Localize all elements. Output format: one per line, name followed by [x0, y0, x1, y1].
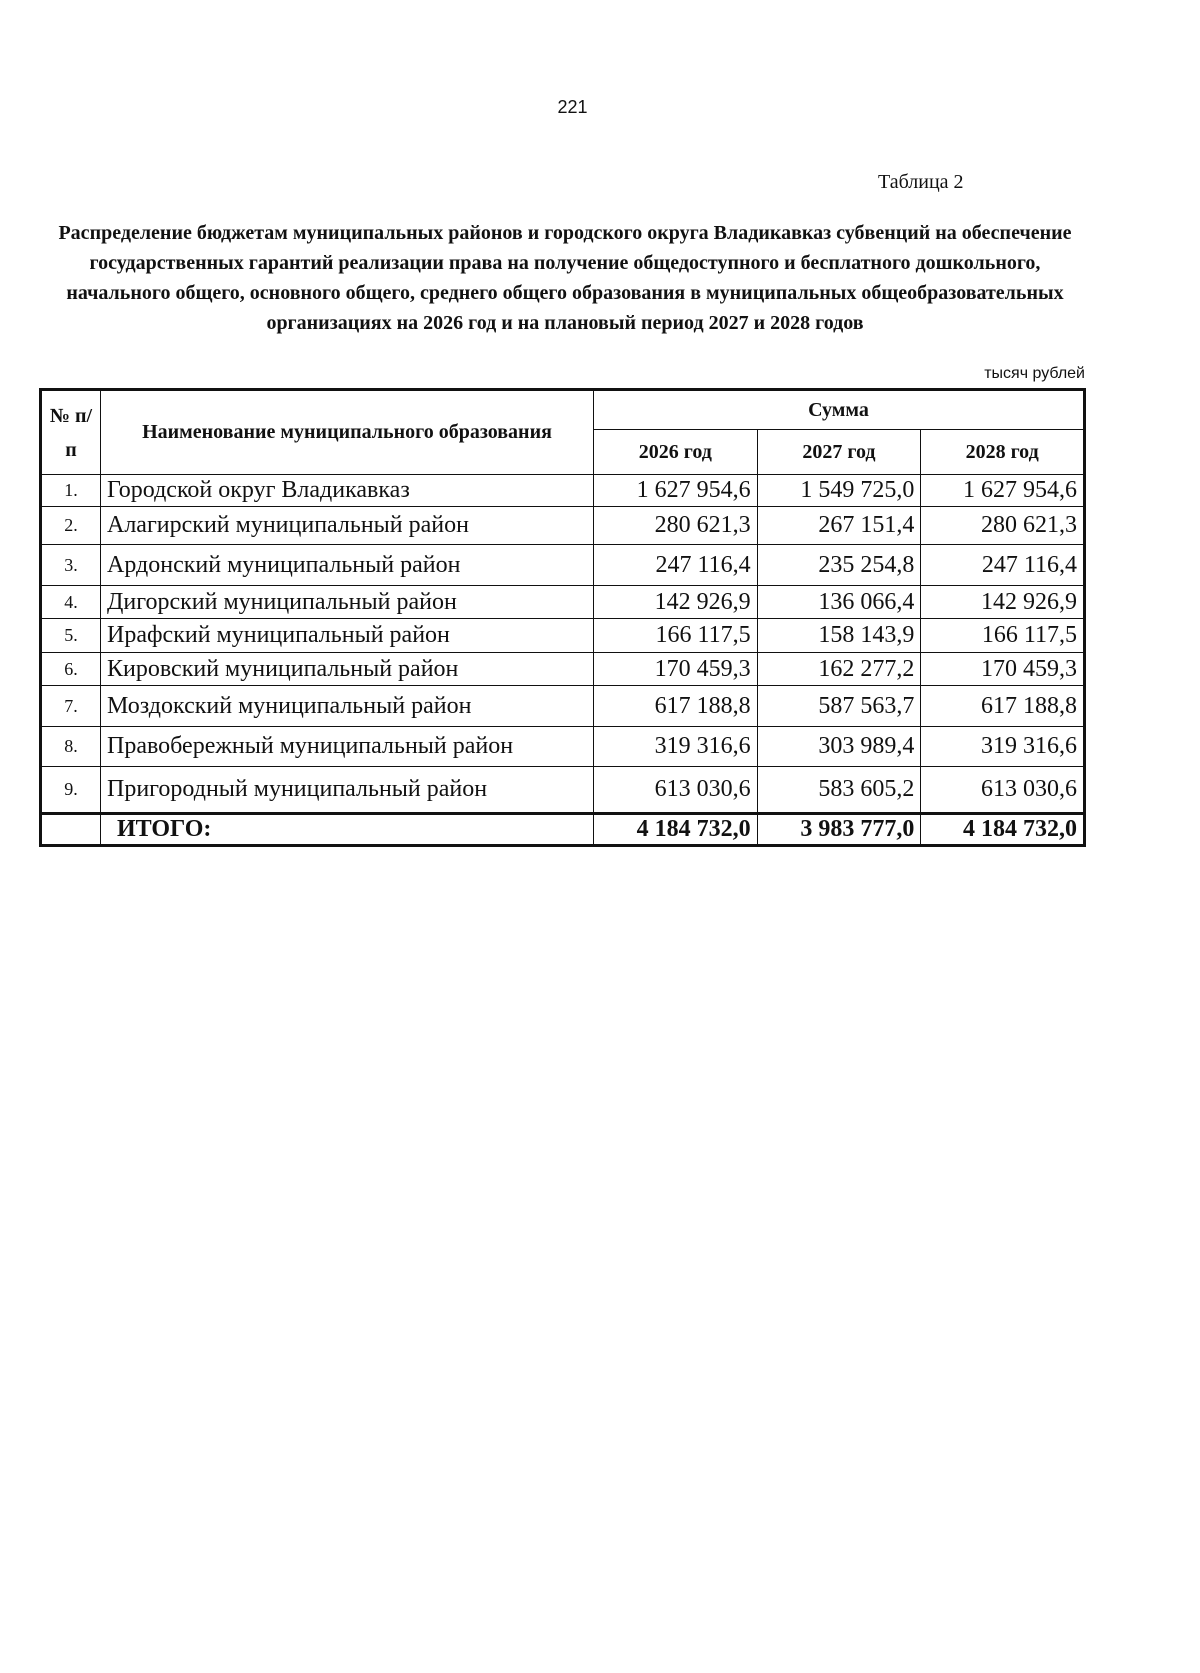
- units-label: тысяч рублей: [984, 365, 1085, 382]
- table-row: [41, 727, 1085, 767]
- table-row: [41, 507, 1085, 545]
- row-value-2026: 142 926,9: [594, 586, 758, 619]
- row-value-2027: 162 277,2: [757, 653, 921, 686]
- table-row: [41, 619, 1085, 653]
- row-value-2027: 235 254,8: [757, 545, 921, 586]
- row-name: Алагирский муниципальный район: [101, 507, 594, 545]
- table-row: [41, 475, 1085, 507]
- header-row-1: [41, 390, 1085, 430]
- row-value-2028: 617 188,8: [921, 686, 1085, 727]
- table-row: [41, 545, 1085, 586]
- budget-table: [39, 388, 1086, 847]
- total-value-2028: 4 184 732,0: [921, 814, 1085, 846]
- row-value-2026: 1 627 954,6: [594, 475, 758, 507]
- row-name: Ардонский муниципальный район: [101, 545, 594, 586]
- row-name: Ирафский муниципальный район: [101, 619, 594, 653]
- row-value-2028: 1 627 954,6: [921, 475, 1085, 507]
- row-number: 9.: [41, 767, 101, 814]
- table-body: [41, 475, 1085, 846]
- row-value-2028: 613 030,6: [921, 767, 1085, 814]
- table-row: [41, 586, 1085, 619]
- row-name: Городской округ Владикавказ: [101, 475, 594, 507]
- total-number-cell: [41, 814, 101, 846]
- row-number: 7.: [41, 686, 101, 727]
- row-value-2026: 319 316,6: [594, 727, 758, 767]
- table-label: Таблица 2: [878, 171, 964, 193]
- row-name: Правобережный муниципальный район: [101, 727, 594, 767]
- header-year-2026: 2026 год: [594, 430, 758, 475]
- row-value-2027: 303 989,4: [757, 727, 921, 767]
- row-number: 4.: [41, 586, 101, 619]
- row-name: Пригородный муниципальный район: [101, 767, 594, 814]
- header-sum: Сумма: [594, 390, 1085, 430]
- row-value-2026: 166 117,5: [594, 619, 758, 653]
- row-value-2028: 280 621,3: [921, 507, 1085, 545]
- total-value-2026: 4 184 732,0: [594, 814, 758, 846]
- row-value-2026: 170 459,3: [594, 653, 758, 686]
- header-number: № п/п: [41, 390, 101, 475]
- row-value-2027: 267 151,4: [757, 507, 921, 545]
- table-header: [41, 390, 1085, 475]
- total-label: ИТОГО:: [101, 814, 594, 846]
- total-value-2027: 3 983 777,0: [757, 814, 921, 846]
- row-number: 3.: [41, 545, 101, 586]
- row-value-2027: 587 563,7: [757, 686, 921, 727]
- header-year-2027: 2027 год: [757, 430, 921, 475]
- row-value-2027: 583 605,2: [757, 767, 921, 814]
- row-value-2026: 617 188,8: [594, 686, 758, 727]
- row-value-2027: 136 066,4: [757, 586, 921, 619]
- header-name: Наименование муниципального образования: [101, 390, 594, 475]
- row-value-2026: 247 116,4: [594, 545, 758, 586]
- total-row: [41, 814, 1085, 846]
- row-value-2028: 319 316,6: [921, 727, 1085, 767]
- row-value-2028: 142 926,9: [921, 586, 1085, 619]
- row-number: 1.: [41, 475, 101, 507]
- document-title: Распределение бюджетам муниципальных районов и городского округа Владикавказ субвенций на обеспечение государственных гарантий реализации права на получение общедоступного и бесплатного дошкольного, начального общего, основного общего, среднего общего образования в муниципальных общеобразовательных организациях на 2026 год и на плановый период 2027 и 2028 годов: [58, 222, 1072, 334]
- table-row: [41, 686, 1085, 727]
- row-value-2028: 166 117,5: [921, 619, 1085, 653]
- row-name: Дигорский муниципальный район: [101, 586, 594, 619]
- header-year-2028: 2028 год: [921, 430, 1085, 475]
- row-value-2028: 247 116,4: [921, 545, 1085, 586]
- row-name: Моздокский муниципальный район: [101, 686, 594, 727]
- page-number: 221: [557, 97, 588, 117]
- row-value-2028: 170 459,3: [921, 653, 1085, 686]
- row-number: 5.: [41, 619, 101, 653]
- row-value-2027: 1 549 725,0: [757, 475, 921, 507]
- table-row: [41, 767, 1085, 814]
- row-value-2026: 613 030,6: [594, 767, 758, 814]
- row-number: 2.: [41, 507, 101, 545]
- row-value-2026: 280 621,3: [594, 507, 758, 545]
- row-name: Кировский муниципальный район: [101, 653, 594, 686]
- table-row: [41, 653, 1085, 686]
- row-number: 6.: [41, 653, 101, 686]
- row-value-2027: 158 143,9: [757, 619, 921, 653]
- row-number: 8.: [41, 727, 101, 767]
